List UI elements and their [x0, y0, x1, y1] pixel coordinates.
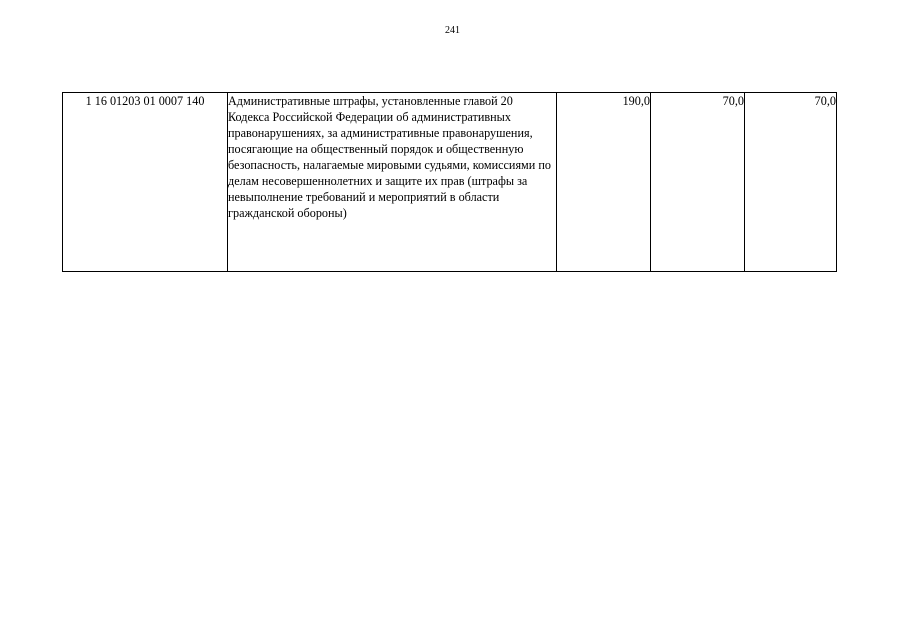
amount-cell-2: 70,0 — [651, 93, 745, 272]
table-row — [63, 93, 837, 272]
budget-table-container — [62, 92, 837, 272]
income-description: Административные штрафы, установленные главой 20 Кодекса Российской Федерации об административных правонарушениях, за административные правонарушения, посягающие на общественный порядок и общественную безопасность, налагаемые мировыми судьями, комиссиями по делам несовершеннолетних и защите их прав (штрафы за невыполнение требований и мероприятий в области гражданской обороны) — [228, 93, 557, 272]
budget-table — [62, 92, 837, 272]
page-number: 241 — [445, 25, 460, 36]
amount-cell-3: 70,0 — [745, 93, 837, 272]
amount-cell-1: 190,0 — [557, 93, 651, 272]
budget-classification-code: 1 16 01203 01 0007 140 — [63, 93, 228, 272]
